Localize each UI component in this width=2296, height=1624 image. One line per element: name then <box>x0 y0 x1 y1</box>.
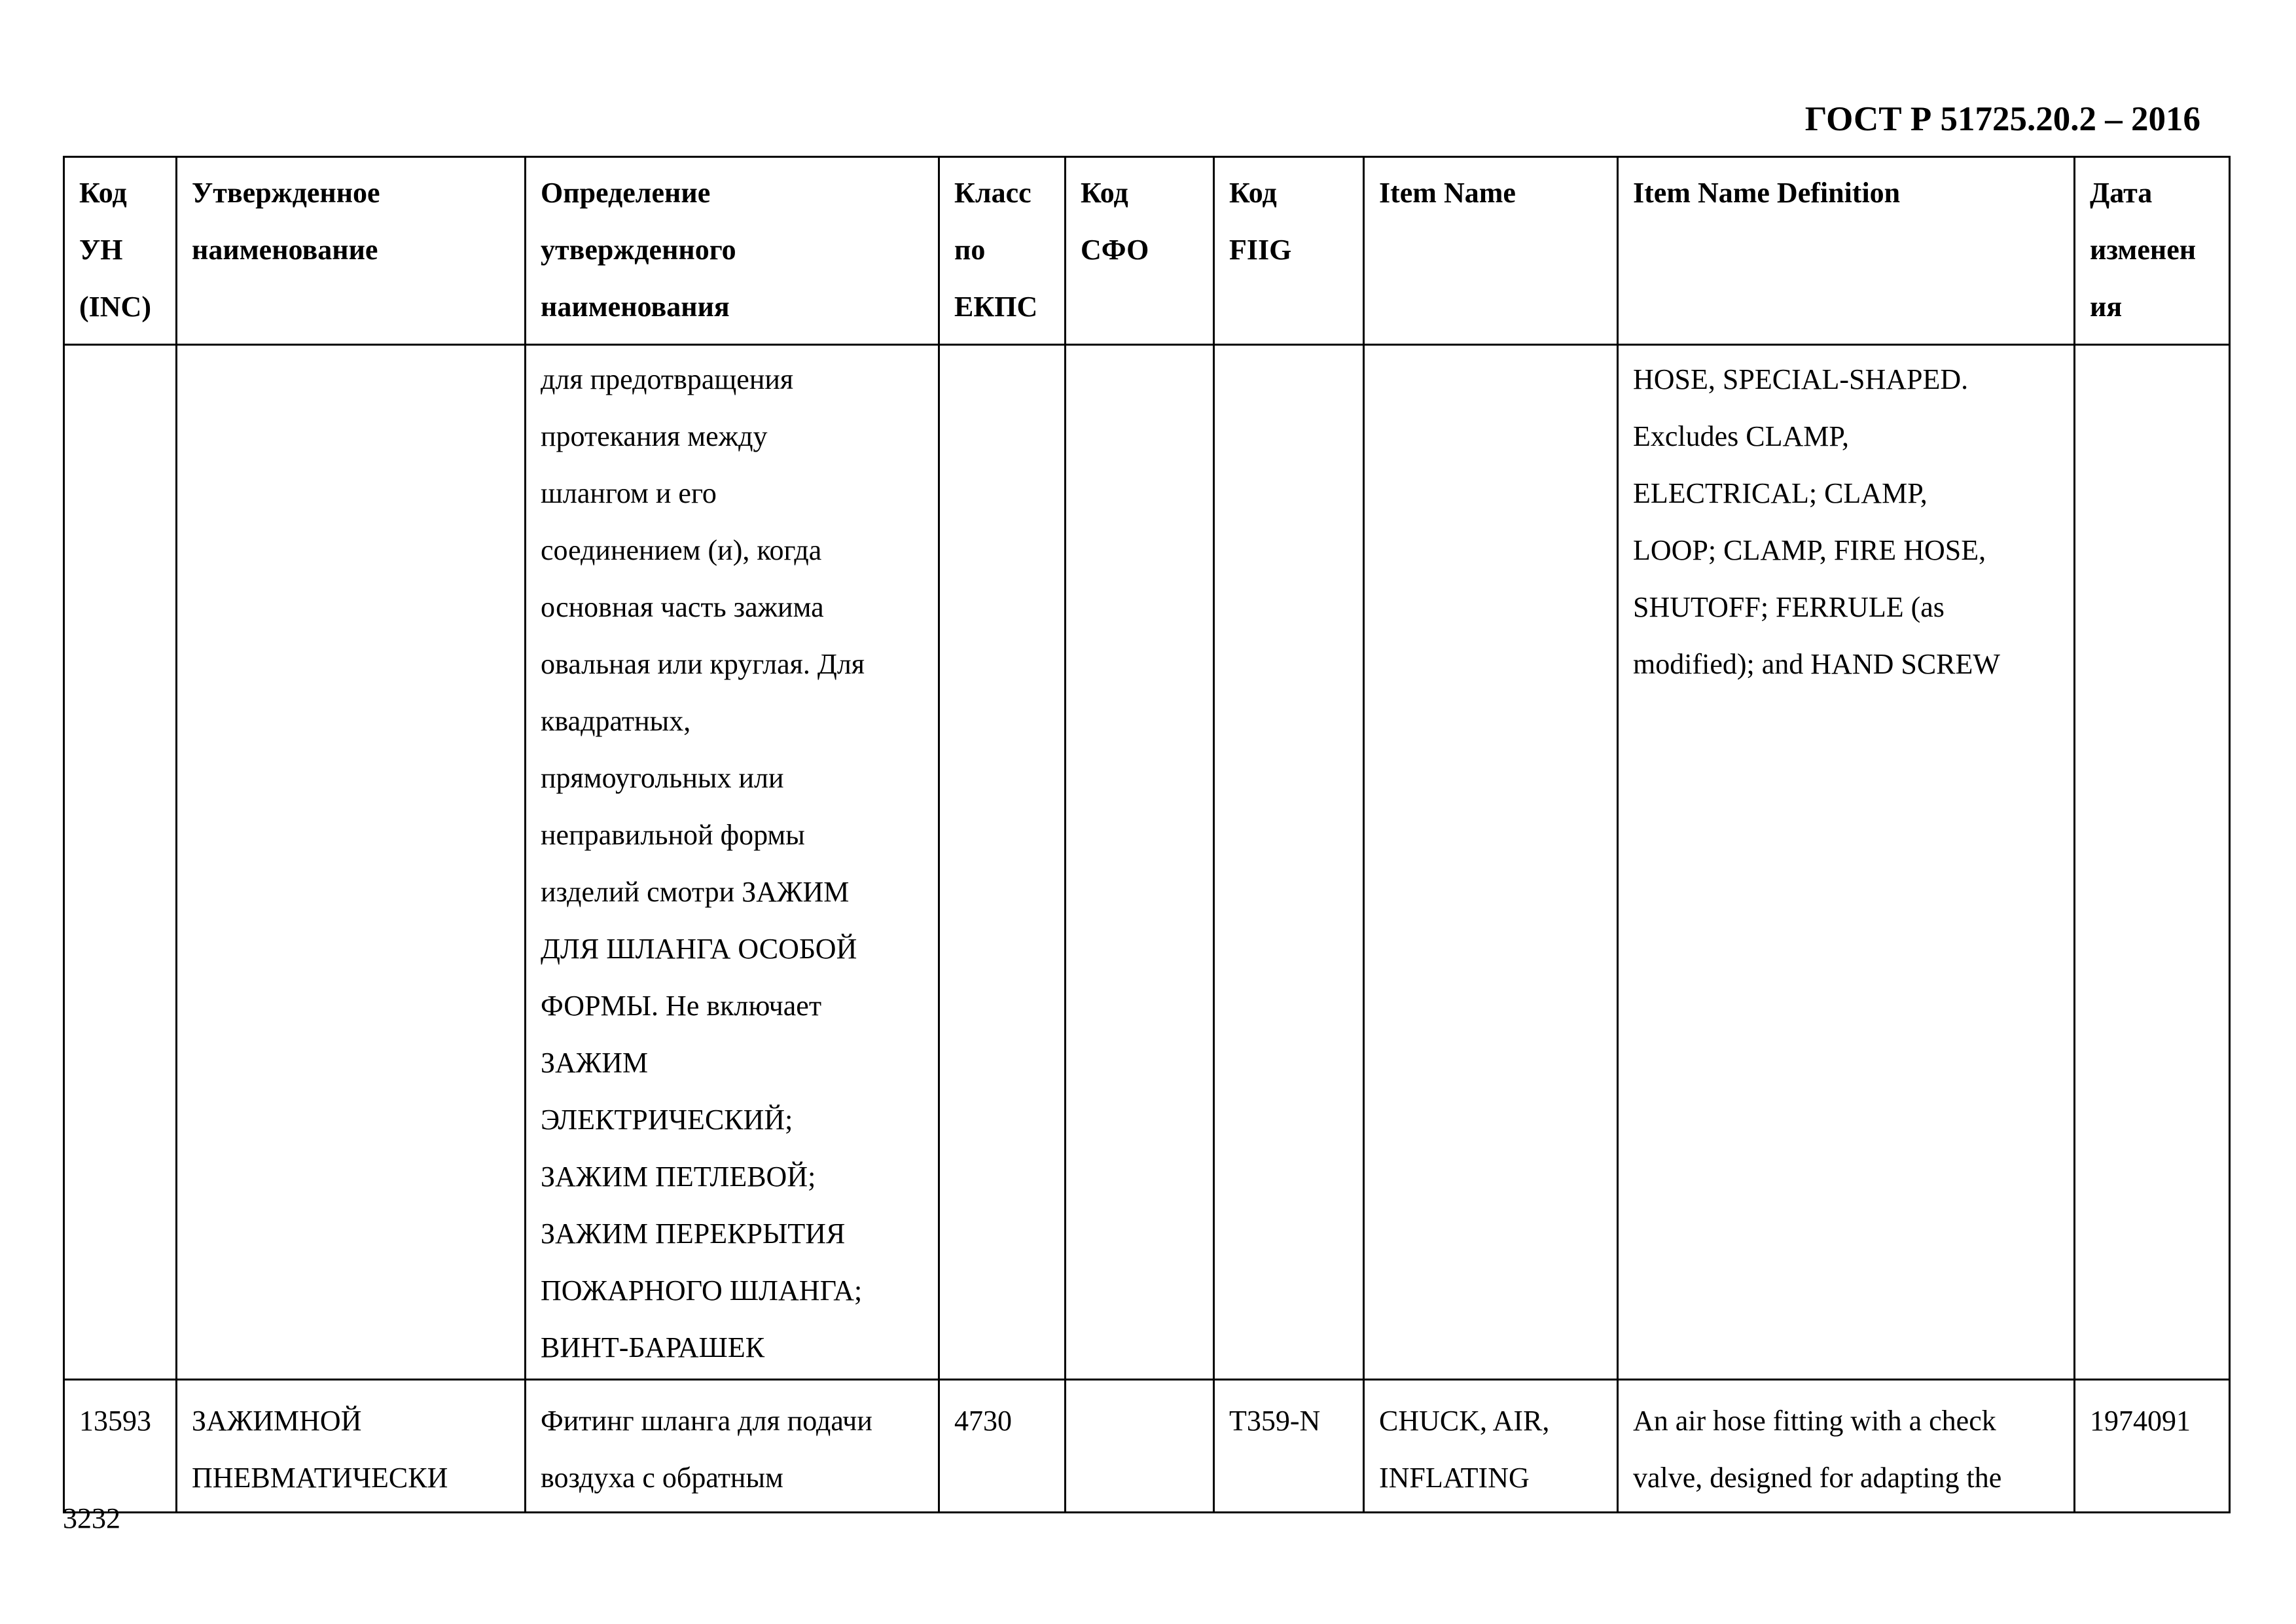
cell-approved-name <box>177 345 526 1380</box>
column-header-inc: Код УН (INC) <box>64 157 177 345</box>
cell-item-name: CHUCK, AIR, INFLATING <box>1364 1380 1618 1513</box>
column-header-fiig-code: Код FIIG <box>1214 157 1364 345</box>
cell-change-date <box>2075 345 2230 1380</box>
cell-ekps-class <box>939 345 1066 1380</box>
cell-item-name <box>1364 345 1618 1380</box>
column-header-item-name: Item Name <box>1364 157 1618 345</box>
cell-approved-name: ЗАЖИМНОЙ ПНЕВМАТИЧЕСКИ <box>177 1380 526 1513</box>
cell-inc <box>64 345 177 1380</box>
page-number: 3232 <box>63 1502 120 1534</box>
nomenclature-table <box>63 156 2231 1513</box>
cell-item-name-definition: An air hose fitting with a check valve, designed for adapting the <box>1618 1380 2075 1513</box>
column-header-item-name-definition: Item Name Definition <box>1618 157 2075 345</box>
table-header-row <box>64 157 2230 345</box>
column-header-definition: Определение утвержденного наименования <box>526 157 939 345</box>
cell-change-date: 1974091 <box>2075 1380 2230 1513</box>
cell-inc: 13593 <box>64 1380 177 1513</box>
column-header-approved-name: Утвержденное наименование <box>177 157 526 345</box>
cell-definition: Фитинг шланга для подачи воздуха с обратным <box>526 1380 939 1513</box>
table-row <box>64 1380 2230 1513</box>
cell-sfo-code <box>1066 1380 1214 1513</box>
cell-item-name-definition: HOSE, SPECIAL-SHAPED. Excludes CLAMP, ELECTRICAL; CLAMP, LOOP; CLAMP, FIRE HOSE, SHUTOFF; FERRULE (as modified); and HAND SCREW <box>1618 345 2075 1380</box>
cell-fiig-code: T359-N <box>1214 1380 1364 1513</box>
table-row <box>64 345 2230 1380</box>
cell-sfo-code <box>1066 345 1214 1380</box>
column-header-change-date: Дата изменен ия <box>2075 157 2230 345</box>
column-header-ekps-class: Класс по ЕКПС <box>939 157 1066 345</box>
cell-fiig-code <box>1214 345 1364 1380</box>
cell-ekps-class: 4730 <box>939 1380 1066 1513</box>
column-header-sfo-code: Код СФО <box>1066 157 1214 345</box>
cell-definition: для предотвращения протекания между шлангом и его соединением (и), когда основная часть зажима овальная или круглая. Для квадратных, прямоугольных или неправильной формы изделий смотри ЗАЖИМ ДЛЯ ШЛАНГА ОСОБОЙ ФОРМЫ. Не включает ЗАЖИМ ЭЛЕКТРИЧЕСКИЙ; ЗАЖИМ ПЕТЛЕВОЙ; ЗАЖИМ ПЕРЕКРЫТИЯ ПОЖАРНОГО ШЛАНГА; ВИНТ-БАРАШЕК <box>526 345 939 1380</box>
document-code: ГОСТ Р 51725.20.2 – 2016 <box>1804 100 2200 138</box>
